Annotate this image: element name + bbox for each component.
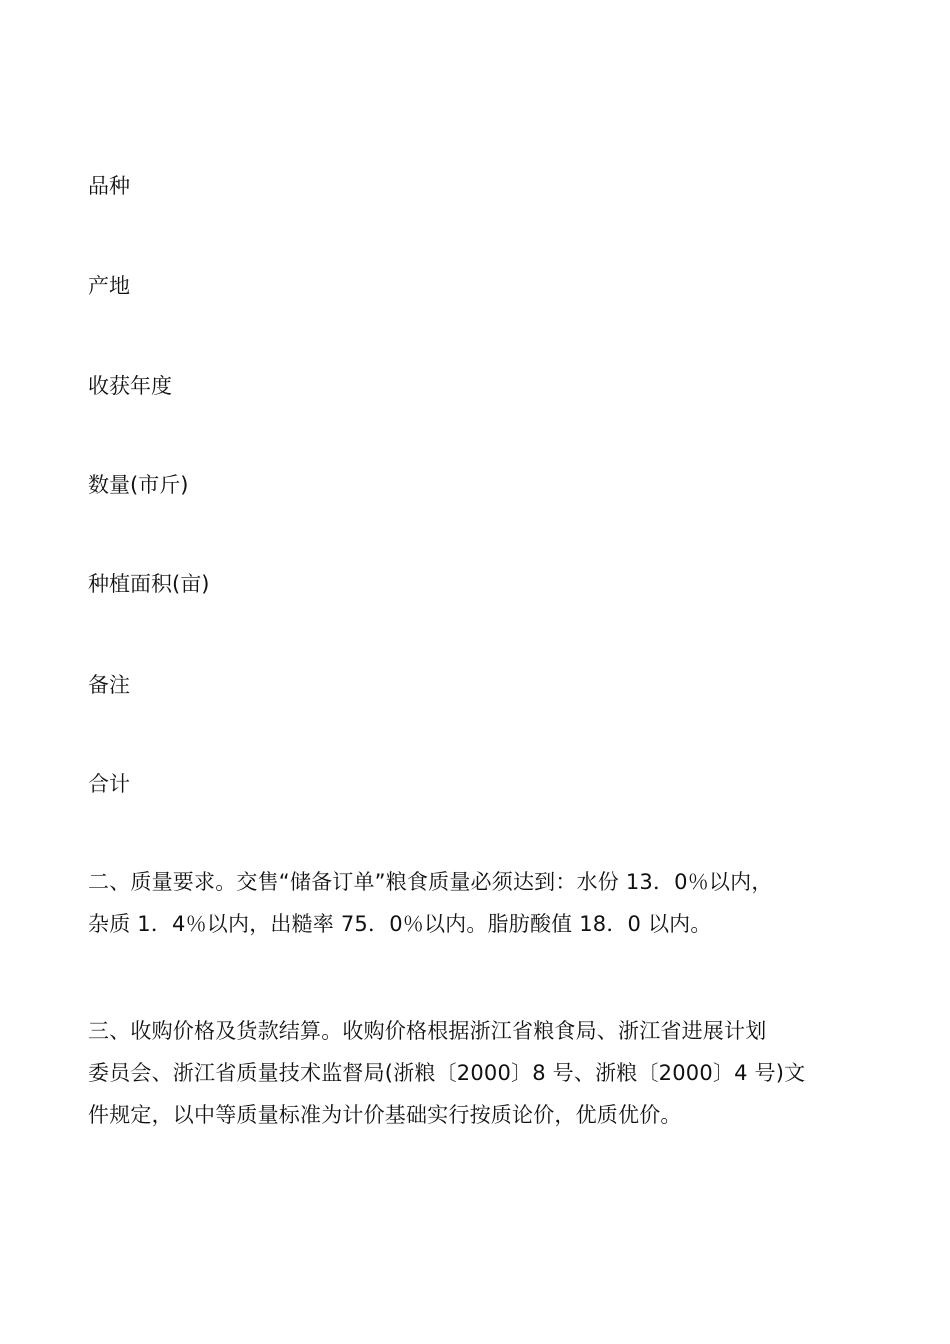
section-price-settlement xyxy=(88,1010,888,1136)
field-label-origin: 产地 xyxy=(88,274,130,298)
field-label-total: 合计 xyxy=(88,772,130,796)
paragraph-line: 委员会、浙江省质量技术监督局(浙粮〔2000〕8 号、浙粮〔2000〕4 号)文 xyxy=(88,1061,806,1085)
section-quality-requirements xyxy=(88,861,888,945)
field-label-quantity: 数量(市斤) xyxy=(88,473,189,497)
field-label-harvest-year: 收获年度 xyxy=(88,374,172,398)
paragraph-line: 杂质 1．4％以内，出糙率 75．0％以内。脂肪酸值 18．0 以内。 xyxy=(88,912,712,936)
paragraph-line: 三、收购价格及货款结算。收购价格根据浙江省粮食局、浙江省进展计划 xyxy=(88,1019,767,1043)
field-label-remarks: 备注 xyxy=(88,673,130,697)
field-label-variety: 品种 xyxy=(88,174,130,198)
field-label-planting-area: 种植面积(亩) xyxy=(88,572,210,596)
paragraph-line: 件规定，以中等质量标准为计价基础实行按质论价，优质优价。 xyxy=(88,1103,682,1127)
paragraph-line: 二、质量要求。交售“储备订单”粮食质量必须达到：水份 13．0％以内， xyxy=(88,870,773,894)
